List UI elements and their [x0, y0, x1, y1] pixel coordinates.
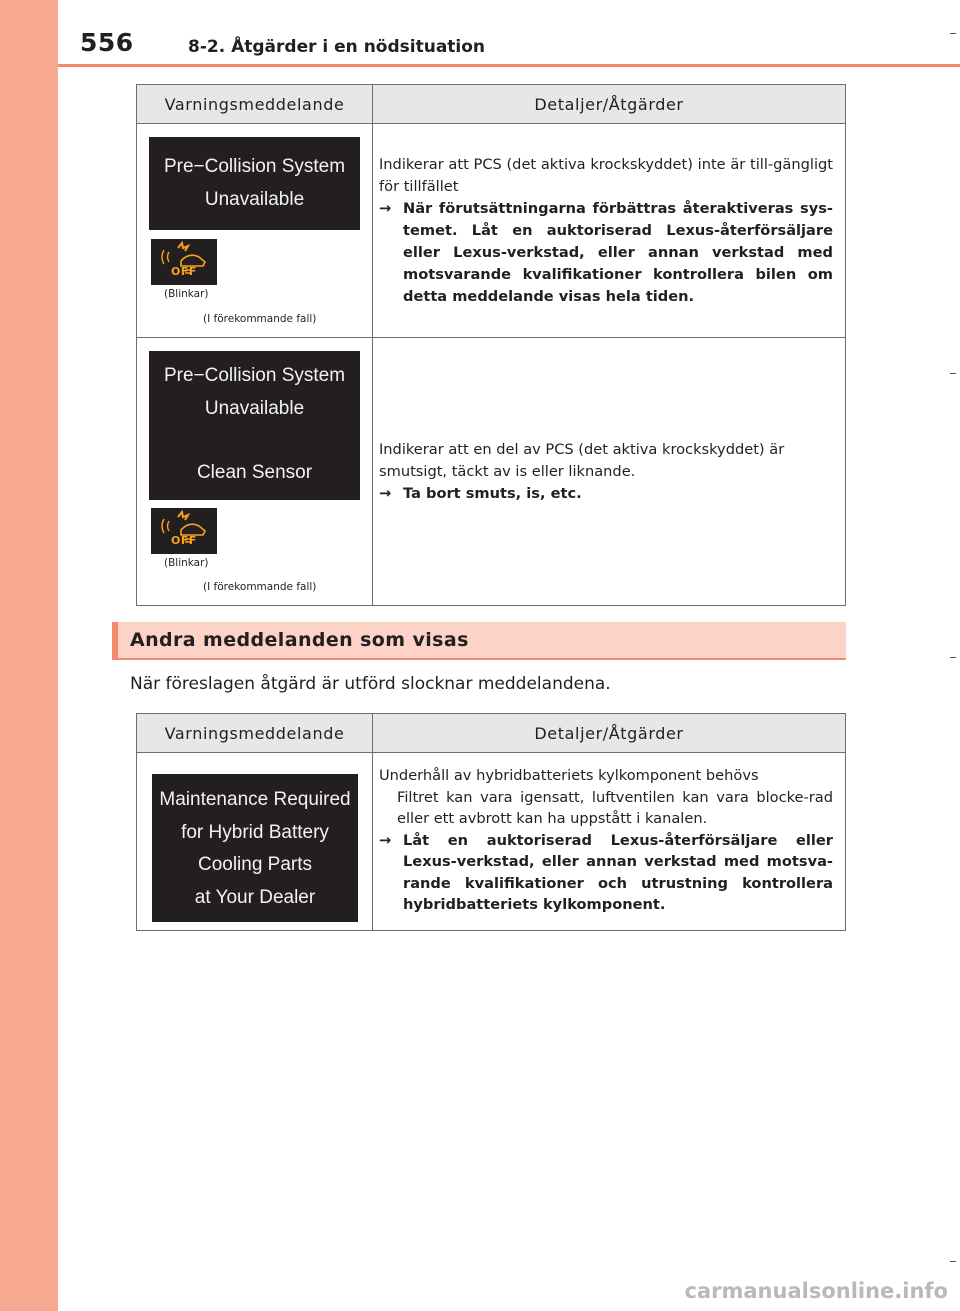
- margin-tick: [950, 373, 956, 374]
- col-header-details: Detaljer/Åtgärder: [373, 85, 846, 124]
- detail-text: Indikerar att en del av PCS (det aktiva krockskyddet) är smutsigt, täckt av is eller liknande.: [379, 440, 785, 480]
- margin-tick: [950, 1261, 956, 1262]
- banner-accent: [112, 622, 118, 660]
- screen-line: for Hybrid Battery: [181, 821, 329, 843]
- header-rule: [58, 64, 960, 67]
- margin-tick: [950, 33, 956, 34]
- table-row: [137, 753, 846, 931]
- pcs-off-indicator: [151, 239, 217, 285]
- screen-line: Unavailable: [204, 188, 305, 210]
- blink-label: (Blinkar): [164, 557, 209, 569]
- detail-text: Underhåll av hybridbatteriets kylkomponent behövs: [379, 767, 759, 784]
- arrow-icon: →: [379, 199, 392, 217]
- message-cell: [137, 338, 373, 606]
- screen-line: Cooling Parts: [197, 854, 313, 875]
- indicator-off-label: OFF: [171, 534, 197, 547]
- watermark: carmanualsonline.info: [684, 1279, 948, 1303]
- display-screen: [149, 137, 360, 230]
- pcs-off-indicator: [151, 508, 217, 554]
- detail-text: Filtret kan vara igensatt, luftventilen kan vara blocke-rad eller ett avbrott kan ha uppstått i kanalen.: [397, 788, 833, 827]
- blink-label: (Blinkar): [164, 288, 209, 300]
- table-row: [137, 124, 846, 338]
- display-screen: [149, 351, 360, 500]
- screen-line: Clean Sensor: [196, 462, 313, 483]
- col-header-message: Varningsmeddelande: [137, 85, 373, 124]
- section-title: 8-2. Åtgärder i en nödsituation: [188, 37, 486, 57]
- page-number: 556: [80, 28, 134, 57]
- detail-text: Indikerar att PCS (det aktiva krockskyddet) inte är till-gängligt för tillfället: [379, 155, 833, 195]
- screen-line: at Your Dealer: [194, 886, 316, 908]
- applicable-label: (I förekommande fall): [203, 313, 317, 325]
- details-cell: [373, 338, 846, 606]
- action-text: När förutsättningarna förbättras återaktiveras sys-temet. Låt en auktoriserad Lexus-återförsäljare eller Lexus-verkstad, eller annan verkstad med motsvarande kvalifikationer kontrollera bilen om detta meddelande visas hela tiden.: [403, 199, 833, 305]
- message-cell: [137, 124, 373, 338]
- table-header-row: [137, 85, 846, 124]
- pcs-warning-icon: [151, 508, 217, 554]
- arrow-icon: →: [379, 831, 392, 849]
- col-header-details: Detaljer/Åtgärder: [373, 714, 846, 753]
- arrow-icon: →: [379, 484, 392, 502]
- intro-text: När föreslagen åtgärd är utförd slocknar meddelandena.: [130, 674, 611, 694]
- applicable-label: (I förekommande fall): [203, 581, 317, 593]
- screen-line: Pre−Collision System: [163, 365, 346, 386]
- screen-line: Maintenance Required: [159, 789, 351, 810]
- display-screen: [152, 774, 358, 922]
- details-cell: [373, 753, 846, 931]
- action-text: Ta bort smuts, is, etc.: [403, 484, 582, 502]
- screen-line: Pre−Collision System: [163, 156, 346, 177]
- warning-table-1: [136, 84, 846, 606]
- screen-line: Unavailable: [204, 397, 305, 419]
- col-header-message: Varningsmeddelande: [137, 714, 373, 753]
- page-side-tab: [0, 0, 58, 1311]
- action-text: Låt en auktoriserad Lexus-återförsäljare eller Lexus-verkstad, eller annan verkstad med motsva-rande kvalifikationer och utrustning kontrollera hybridbatteriets kylkomponent.: [403, 831, 833, 913]
- indicator-off-label: OFF: [171, 265, 197, 278]
- section-banner: [112, 622, 846, 660]
- screen-line: [149, 425, 360, 457]
- pcs-warning-icon: [151, 239, 217, 285]
- section-heading: Andra meddelanden som visas: [130, 629, 469, 651]
- table-row: [137, 338, 846, 606]
- details-cell: [373, 124, 846, 338]
- message-cell: [137, 753, 373, 931]
- margin-tick: [950, 657, 956, 658]
- table-header-row: [137, 714, 846, 753]
- warning-table-2: [136, 713, 846, 931]
